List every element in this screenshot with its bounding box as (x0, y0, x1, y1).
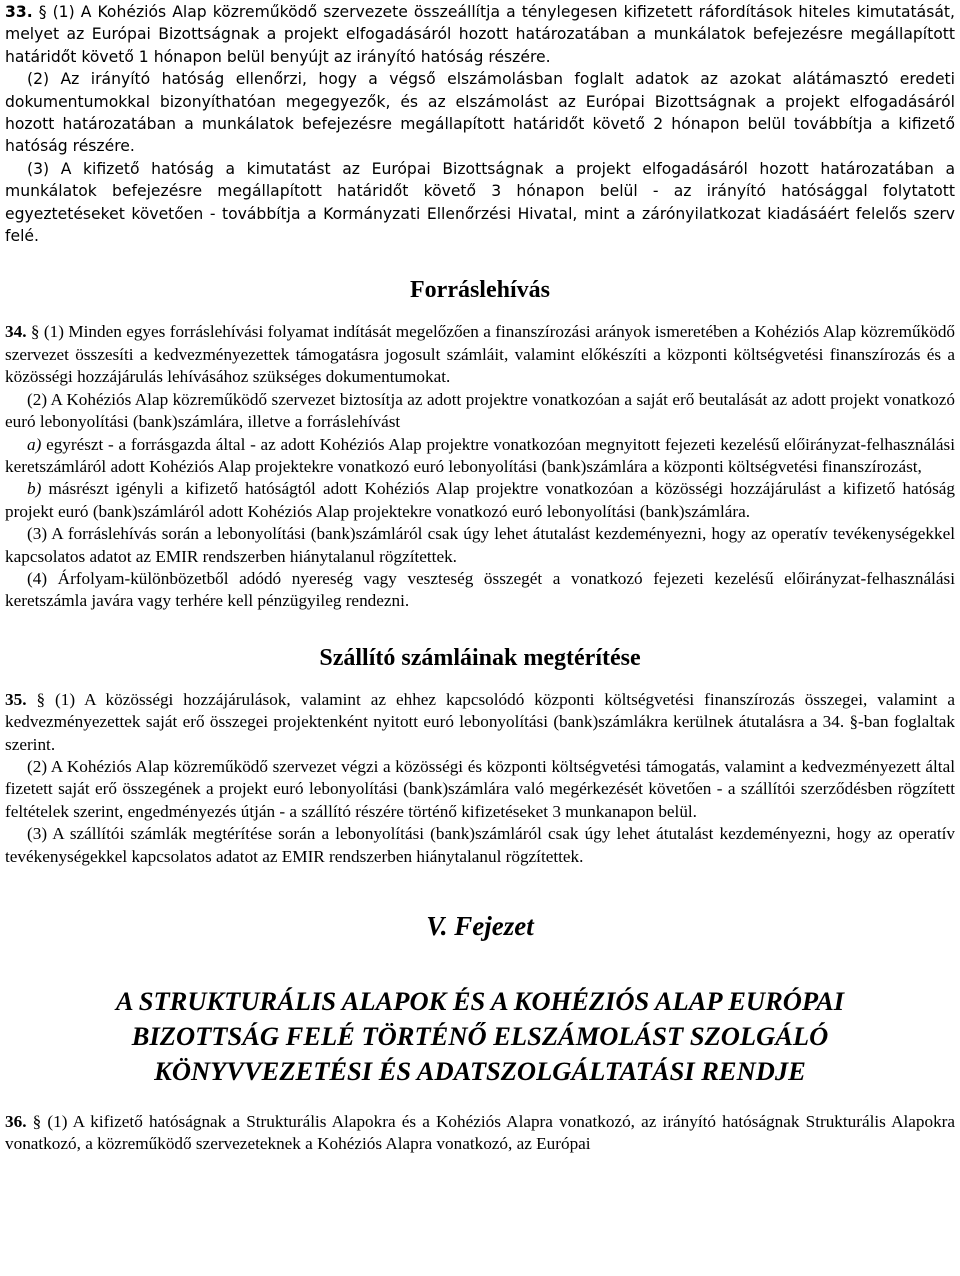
document-page (5, 1, 955, 1156)
heading-szallito-szamlainak-megteritese: Szállító számláinak megtérítése (319, 644, 641, 671)
section-34-paragraph-2: (2) A Kohéziós Alap közreműködő szervezet biztosítja az adott projektre vonatkozóan a saját erő beutalását az adott projekt vonatkozó euró lebonyolítási (bank)számlára, illetve a forráslehívást (5, 389, 955, 432)
paragraph-text: (1) A Kohéziós Alap közreműködő szervezete összeállítja a ténylegesen kifizetett ráfordítások hiteles kimutatását, melyet az Európai Bizottságnak a projekt elfogadásáról hozott határozatában a munkálatok befejezésre megállapított határidőt követő 1 hónapon belül benyújt az irányító hatóság részére. (5, 3, 955, 66)
section-symbol: § (32, 1112, 42, 1131)
section-symbol: § (30, 322, 40, 342)
section-symbol: § (36, 689, 46, 709)
point-text: másrészt igényli a kifizető hatóságtól adott Kohéziós Alap projektre vonatkozóan a közösségi hozzájárulást a kifizető hatóság projekt euró (bank)számláról adott Kohéziós Alap projektekre vonatkozó euró lebonyolítási (bank)számlára. (5, 479, 955, 521)
section-35-paragraph-1 (5, 689, 955, 756)
heading-forraslehivas: Forráslehívás (410, 277, 550, 304)
section-33-paragraph-2: (2) Az irányító hatóság ellenőrzi, hogy a végső elszámolásban foglalt adatok az azokat alátámasztó eredeti dokumentumokkal bizonyíthatóan megegyezők, és az elszámolást az Európai Bizottságnak a projekt elfogadásáról hozott határozatában a munkálatok befejezésre megállapított határidőt követő 2 hónapon belül továbbítja a kifizető hatóság részére. (5, 70, 955, 156)
section-35-paragraph-2: (2) A Kohéziós Alap közreműködő szervezet végzi a közösségi és központi költségvetési támogatás, valamint a kedvezményezett által fizetett saját erő összegének a projekt euró lebonyolítási (bank)számlára való megérkezését követően - a szállítói szerződésben rögzített feltételek szerint, engedményezés útján - a szállító részére történő kifizetéseket 3 munkanapon belül. (5, 756, 955, 821)
chapter-title (5, 984, 955, 1089)
section-34-paragraph-4: (4) Árfolyam-különbözetből adódó nyereség vagy veszteség összegét a vonatkozó fejezeti kezelésű előirányzat-felhasználási keretszámla javára vagy terhére kell pénzügyileg rendezni. (5, 568, 955, 611)
paragraph-text: (1) A közösségi hozzájárulások, valamint az ehhez kapcsolódó központi költségvetési finanszírozás összegei, valamint a kedvezményezettek saját erő összegei projektenként nyitott euró lebonyolítási (bank)számlákra kerülnek átutalásra a 34. §-ban foglaltak szerint. (5, 689, 956, 754)
point-label: b) (27, 479, 42, 499)
section-33-paragraph-1 (5, 1, 955, 68)
section-number: 33. (5, 3, 33, 21)
section-33-paragraph-3: (3) A kifizető hatóság a kimutatást az Európai Bizottságnak a projekt elfogadásáról hozott határozatában a munkálatok befejezésre megállapított határidőt követő 3 hónapon belül - az irányító hatósággal folytatott egyeztetéseket követően - továbbítja a Kormányzati Ellenőrzési Hivatal, mint a zárónyilatkozat kiadásáért felelős szerv felé. (5, 159, 955, 246)
section-34-point-a (5, 434, 955, 479)
section-number: 34. (5, 322, 27, 342)
section-34-paragraph-1 (5, 321, 955, 388)
section-symbol: § (38, 3, 47, 21)
section-36-paragraph-1 (5, 1111, 955, 1156)
chapter-title-line: KÖNYVVEZETÉSI ÉS ADATSZOLGÁLTATÁSI RENDJE (154, 1056, 806, 1086)
chapter-number: V. Fejezet (426, 911, 534, 941)
point-label: a) (27, 434, 42, 454)
section-number: 35. (5, 689, 27, 709)
chapter-title-line: A STRUKTURÁLIS ALAPOK ÉS A KOHÉZIÓS ALAP EURÓPAI (115, 986, 845, 1016)
section-34-paragraph-3: (3) A forráslehívás során a lebonyolítási (bank)számláról csak úgy lehet átutalást kezdeményezni, hogy az operatív tevékenységekkel kapcsolatos adatot az EMIR rendszerben hiánytalanul rögzítettek. (5, 524, 955, 566)
paragraph-text: (1) Minden egyes forráslehívási folyamat indítását megelőzően a finanszírozási arányok ismeretében a Kohéziós Alap közreműködő szervezet összesíti a kedvezményezettek támogatásra jogosult számláit, valamint előkészíti a központi költségvetési finanszírozás és a közösségi hozzájárulás lehívásához szükséges dokumentumokat. (5, 322, 956, 387)
section-35-paragraph-3: (3) A szállítói számlák megtérítése során a lebonyolítási (bank)számláról csak úgy lehet átutalást kezdeményezni, hogy az operatív tevékenységekkel kapcsolatos adatot az EMIR rendszerben hiánytalanul rögzítettek. (5, 824, 955, 866)
paragraph-text: (1) A kifizető hatóságnak a Strukturális Alapokra és a Kohéziós Alapra vonatkozó, az irányító hatóságnak Strukturális Alapokra vonatkozó, a közreműködő szervezeteknek a Kohéziós Alapra vonatkozó, az Európai (5, 1112, 956, 1154)
section-34-point-b (5, 478, 955, 523)
chapter-title-line: BIZOTTSÁG FELÉ TÖRTÉNŐ ELSZÁMOLÁST SZOLGÁLÓ (131, 1021, 829, 1051)
point-text: egyrészt - a forrásgazda által - az adott Kohéziós Alap projektre vonatkozóan megnyitott fejezeti kezelésű előirányzat-felhasználási keretszámláról adott Kohéziós Alap projektekre vonatkozó euró lebonyolítási (bank)számlára a központi költségvetési finanszírozást, (5, 434, 955, 476)
section-number: 36. (5, 1112, 27, 1131)
